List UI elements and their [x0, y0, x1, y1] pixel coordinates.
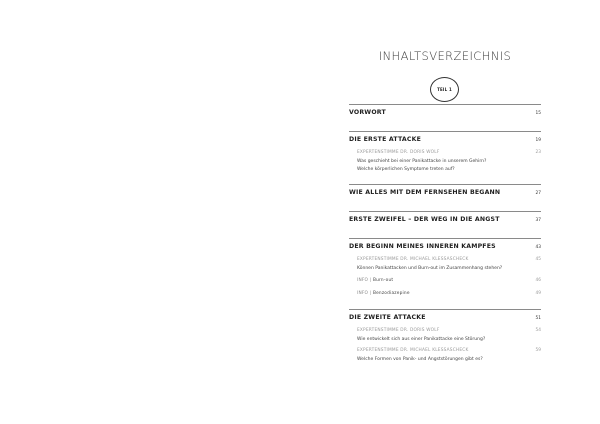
info-page: 46	[535, 278, 541, 283]
toc-section-zweite-attacke	[349, 309, 541, 364]
toc-section-erste-zweifel	[349, 211, 541, 234]
question-text: Welche Formen von Panik- und Angststörungen gibt es?	[357, 357, 483, 362]
chapter-title: DIE ERSTE ATTACKE	[349, 136, 422, 143]
toc-expert-entry[interactable]	[357, 346, 541, 356]
expert-label: EXPERTENSTIMME DR. DORIS WOLF	[357, 328, 440, 333]
expert-label: EXPERTENSTIMME DR. MICHAEL KLESSASCHECK	[357, 257, 469, 262]
toc-section-vorwort	[349, 104, 541, 127]
chapter-page: 43	[535, 245, 541, 250]
question-text: Wie entwickelt sich aus einer Panikattacke eine Störung?	[357, 337, 486, 342]
chapter-page: 37	[535, 218, 541, 223]
toc-section-inneren-kampfes	[349, 238, 541, 305]
toc-chapter[interactable]	[349, 135, 541, 148]
expert-page: 54	[535, 328, 541, 333]
chapter-title: DIE ZWEITE ATTACKE	[349, 314, 426, 321]
toc-chapter[interactable]	[349, 242, 541, 255]
chapter-title: WIE ALLES MIT DEM FERNSEHEN BEGANN	[349, 189, 501, 196]
expert-label: EXPERTENSTIMME DR. DORIS WOLF	[357, 150, 440, 155]
toc-expert-entry[interactable]	[357, 148, 541, 158]
chapter-page: 27	[535, 191, 541, 196]
toc-info-entry[interactable]	[357, 289, 541, 299]
expert-page: 59	[535, 348, 541, 353]
toc-expert-entry[interactable]	[357, 326, 541, 336]
info-label: INFO | Benzodiazepine	[357, 291, 410, 296]
toc-chapter[interactable]	[349, 215, 541, 228]
expert-page: 23	[535, 150, 541, 155]
question-text: Was geschieht bei einer Panikattacke in unserem Gehirn?	[357, 159, 487, 164]
toc-expert-entry[interactable]	[357, 255, 541, 265]
chapter-title: ERSTE ZWEIFEL – DER WEG IN DIE ANGST	[349, 216, 500, 223]
chapter-page: 51	[535, 316, 541, 321]
toc-chapter[interactable]	[349, 108, 541, 121]
toc-section-erste-attacke	[349, 131, 541, 180]
expert-label: EXPERTENSTIMME DR. MICHAEL KLESSASCHECK	[357, 348, 469, 353]
toc-chapter[interactable]	[349, 188, 541, 201]
toc-chapter[interactable]	[349, 313, 541, 326]
chapter-page: 19	[535, 138, 541, 143]
question-text: Welche körperlichen Symptome treten auf?	[357, 167, 455, 172]
table-of-contents	[349, 104, 541, 368]
info-page: 49	[535, 291, 541, 296]
expert-page: 45	[535, 257, 541, 262]
chapter-page: 15	[535, 111, 541, 116]
toc-section-fernsehen	[349, 184, 541, 207]
chapter-title: VORWORT	[349, 109, 386, 116]
chapter-title: DER BEGINN MEINES INNEREN KAMPFES	[349, 243, 496, 250]
toc-title: INHALTSVERZEICHNIS	[378, 49, 512, 63]
toc-info-entry[interactable]	[357, 276, 541, 286]
part-badge: TEIL 1	[430, 77, 459, 102]
question-text: Können Panikattacken und Burn-out im Zusammenhang stehen?	[357, 266, 503, 271]
info-label: INFO | Burn-out	[357, 278, 394, 283]
